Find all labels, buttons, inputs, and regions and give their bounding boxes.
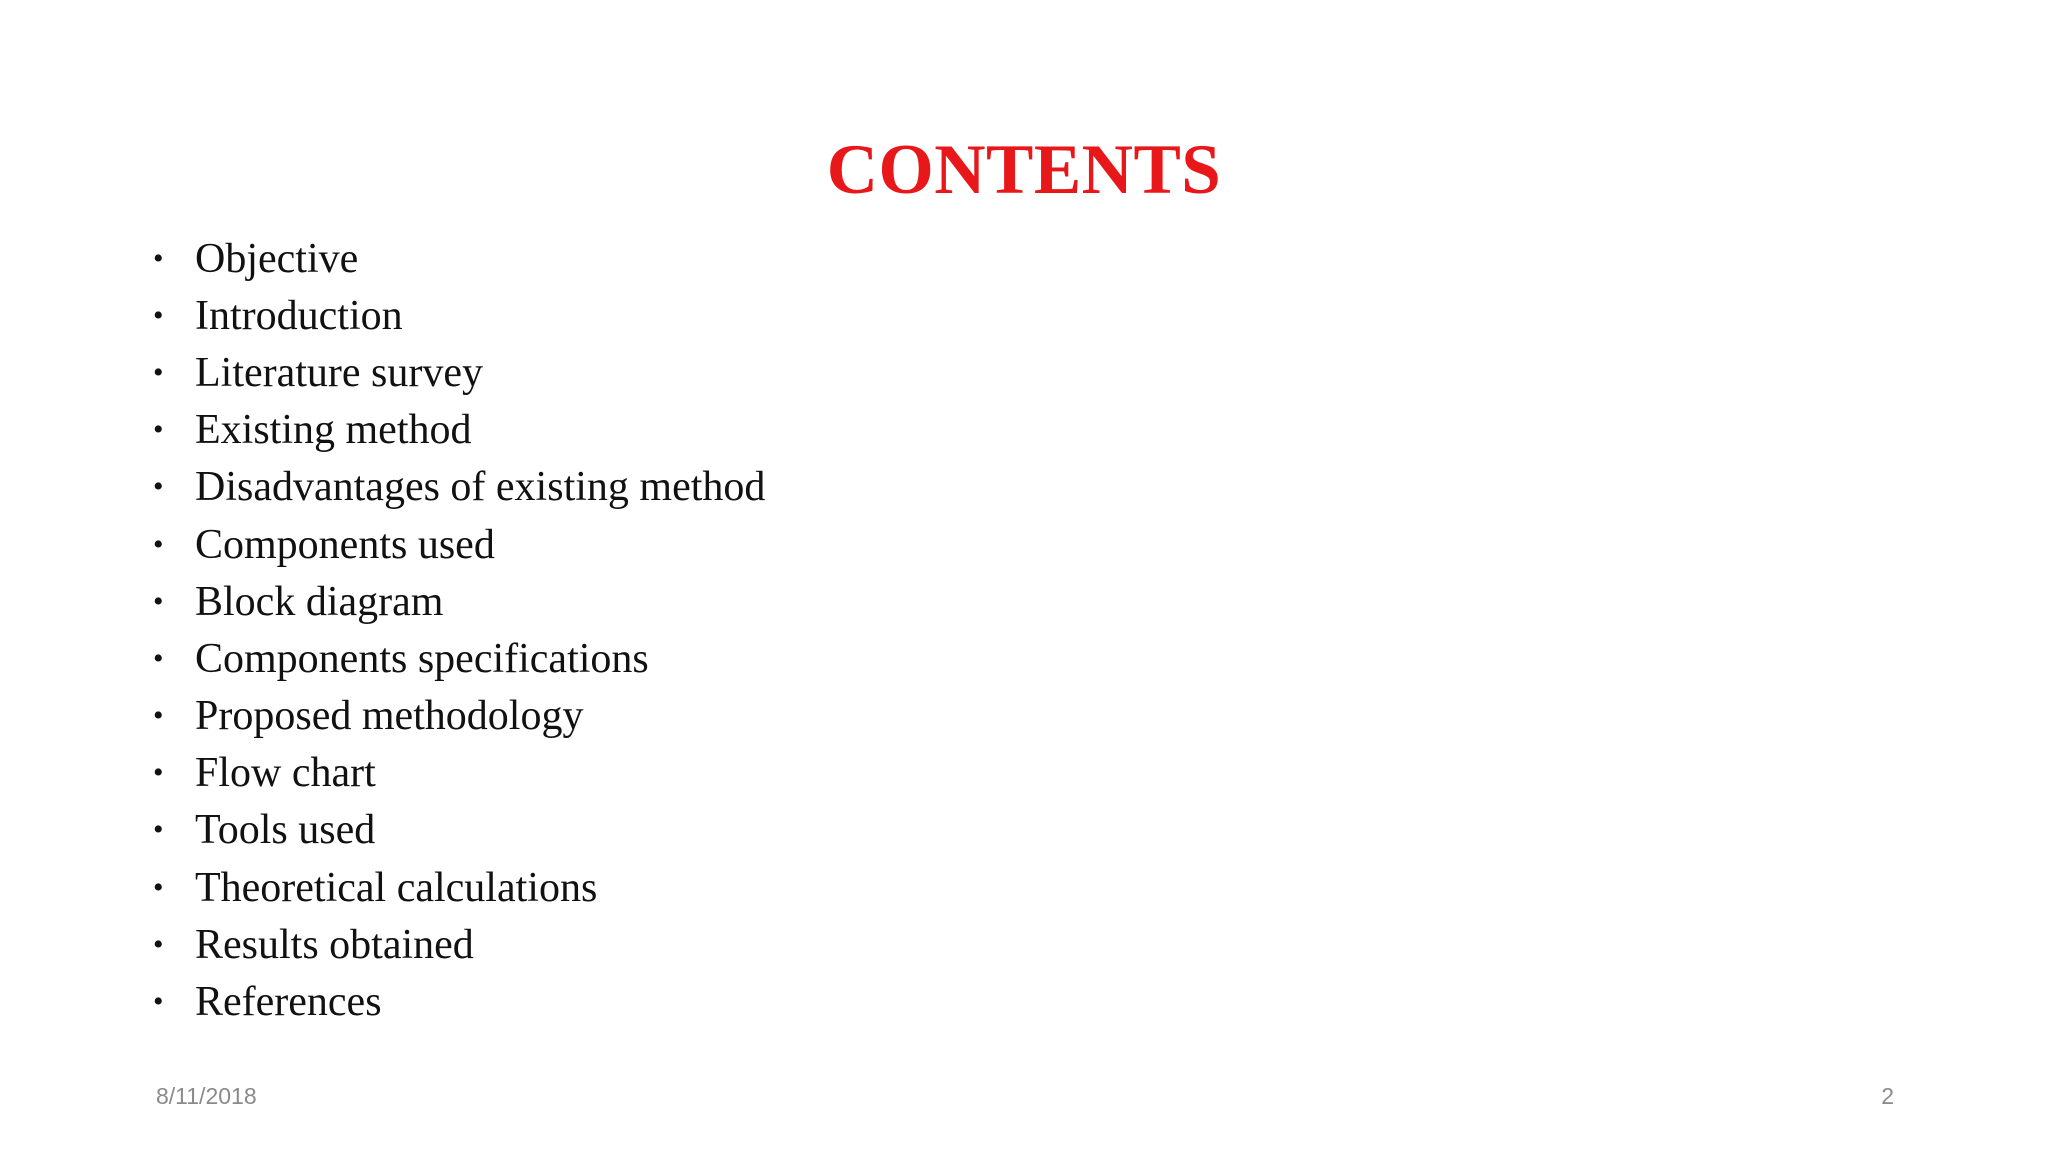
contents-item — [153, 973, 765, 1030]
slide-title: CONTENTS — [826, 131, 1222, 209]
footer-date: 8/11/2018 — [156, 1083, 257, 1109]
contents-item-label: References — [195, 979, 382, 1026]
contents-item-label: Existing method — [195, 407, 472, 454]
contents-item-label: Flow chart — [195, 750, 376, 797]
contents-list — [153, 230, 765, 1031]
footer-page-number: 2 — [1881, 1083, 1894, 1109]
contents-item — [153, 402, 765, 459]
contents-item — [153, 573, 765, 630]
contents-item — [153, 344, 765, 401]
contents-item-label: Results obtained — [195, 921, 474, 968]
bullet-icon: • — [153, 927, 164, 961]
contents-item — [153, 745, 765, 802]
bullet-icon: • — [153, 527, 164, 561]
bullet-icon: • — [153, 985, 164, 1019]
bullet-icon: • — [153, 756, 164, 790]
bullet-icon: • — [153, 641, 164, 675]
contents-item-label: Components used — [195, 521, 495, 568]
contents-item-label: Components specifications — [195, 635, 649, 682]
contents-item-label: Block diagram — [195, 578, 444, 625]
contents-item-label: Literature survey — [195, 349, 484, 396]
contents-item — [153, 802, 765, 859]
bullet-icon: • — [153, 241, 164, 275]
contents-item — [153, 230, 765, 287]
contents-item-label: Disadvantages of existing method — [195, 464, 766, 511]
bullet-icon: • — [153, 413, 164, 447]
contents-item — [153, 859, 765, 916]
contents-item-label: Theoretical calculations — [195, 864, 598, 911]
contents-item — [153, 630, 765, 687]
contents-item — [153, 287, 765, 344]
contents-item-label: Objective — [195, 235, 359, 282]
contents-item-label: Introduction — [195, 292, 403, 339]
contents-item — [153, 916, 765, 973]
contents-item-label: Tools used — [195, 807, 376, 854]
contents-item — [153, 459, 765, 516]
bullet-icon: • — [153, 813, 164, 847]
bullet-icon: • — [153, 470, 164, 504]
bullet-icon: • — [153, 298, 164, 332]
contents-item-label: Proposed methodology — [195, 693, 584, 740]
contents-item — [153, 516, 765, 573]
bullet-icon: • — [153, 870, 164, 904]
bullet-icon: • — [153, 584, 164, 618]
contents-item — [153, 688, 765, 745]
bullet-icon: • — [153, 355, 164, 389]
bullet-icon: • — [153, 699, 164, 733]
